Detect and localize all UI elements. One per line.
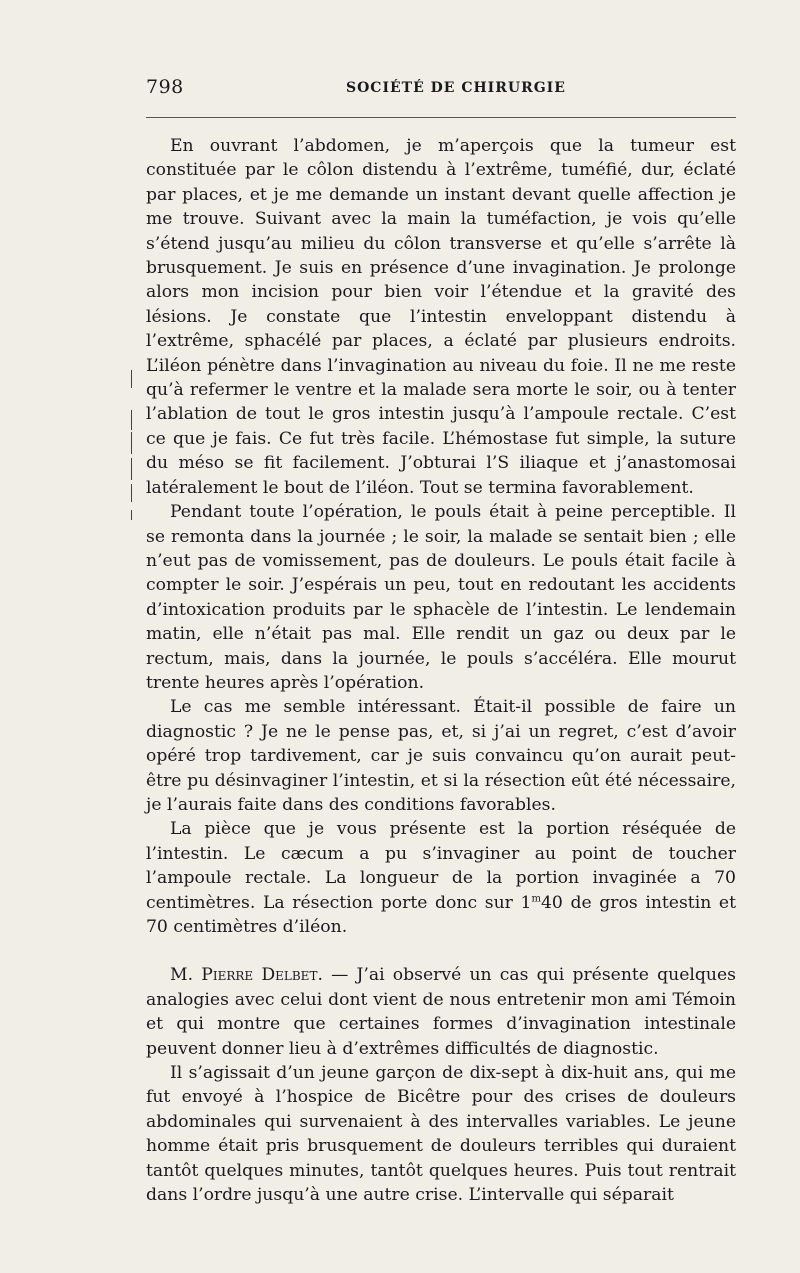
- paragraph-delbet: [146, 963, 736, 1061]
- speaker-name: M. Pierre Delbet.: [170, 965, 323, 986]
- paragraph-piece-text: La pièce que je vous présente est la portion réséquée de l’intestin. Le cæcum a pu s’invaginer au point de toucher l’ampoule rectale. La longueur de la portion invaginée a 70 centimètres. La résection porte donc sur 1: [146, 819, 736, 913]
- paragraph-piece-end: 40 de gros intestin et 70 centimètres d’iléon.: [146, 892, 736, 937]
- paragraph-piece: [146, 817, 736, 939]
- header-rule: [146, 117, 736, 118]
- delbet-intro: — J’ai observé un cas qui présente quelques analogies avec celui dont vient de nous entretenir mon ami Témoin et qui montre que certaines formes d’invagination intestinale peuvent donner lieu à d’extrêmes difficultés de diagnostic.: [146, 965, 736, 1059]
- running-title: SOCIÉTÉ DE CHIRURGIE: [346, 80, 566, 96]
- paragraph-jeune-garcon: Il s’agissait d’un jeune garçon de dix-sept à dix-huit ans, qui me fut envoyé à l’hospice de Bicêtre pour des crises de douleurs abdominales qui survenaient à des intervalles variables. Le jeune homme était pris brusquement de douleurs terribles qui duraient tantôt quelques minutes, tantôt quelques heures. Puis tout rentrait dans l’ordre jusqu’à une autre crise. L’intervalle qui séparait: [146, 1063, 736, 1206]
- measure-superscript: m: [531, 892, 541, 904]
- paragraph-operation: Pendant toute l’opération, le pouls était à peine perceptible. Il se remonta dans la journée ; le soir, la malade se sentait bien ; elle n’eut pas de vomissement, pas de douleurs. Le pouls était facile à compter le soir. J’espérais un peu, tout en redoutant les accidents d’intoxication produits par le sphacèle de l’intestin. Le lendemain matin, elle n’était pas mal. Elle rendit un gaz ou deux par le rectum, mais, dans la journée, le pouls s’accéléra. Elle mourut trente heures après l’opération.: [146, 502, 736, 693]
- paragraph-tumeur: En ouvrant l’abdomen, je m’aperçois que la tumeur est constituée par le côlon distendu à l’extrême, tuméfié, dur, éclaté par places, et je me demande un instant devant quelle affection je me trouve. Suivant avec la main la tuméfaction, je vois qu’elle s’étend jusqu’au milieu du côlon transverse et qu’elle s’arrête là brusquement. Je suis en présence d’une invagination. Je prolonge alors mon incision pour bien voir l’étendue et la gravité des lésions. Je constate que l’intestin enveloppant distendu à l’extrême, sphacélé par places, a éclaté par plusieurs endroits. L’iléon pénètre dans l’invagination au niveau du foie. Il ne me reste qu’à refermer le ventre et la malade sera morte le soir, ou à tenter l’ablation de tout le gros intestin jusqu’à l’ampoule rectale. C’est ce que je fais. Ce fut très facile. L’hémostase fut simple, la suture du méso se fit facilement. J’obturai l’S iliaque et j’anastomosai latéralement le bout de l’iléon. Tout se termina favorablement.: [146, 136, 736, 498]
- page-number: 798: [146, 76, 184, 98]
- page-header: [146, 76, 736, 102]
- paragraph-cas: Le cas me semble intéressant. Était-il possible de faire un diagnostic ? Je ne le pense pas, et, si j’ai un regret, c’est d’avoir opéré trop tardivement, car je suis convaincu qu’on aurait peut-être pu désinvaginer l’intestin, et si la résection eût été nécessaire, je l’aurais faite dans des conditions favorables.: [146, 697, 736, 815]
- margin-marks: [131, 370, 135, 520]
- body-text: [146, 134, 736, 1207]
